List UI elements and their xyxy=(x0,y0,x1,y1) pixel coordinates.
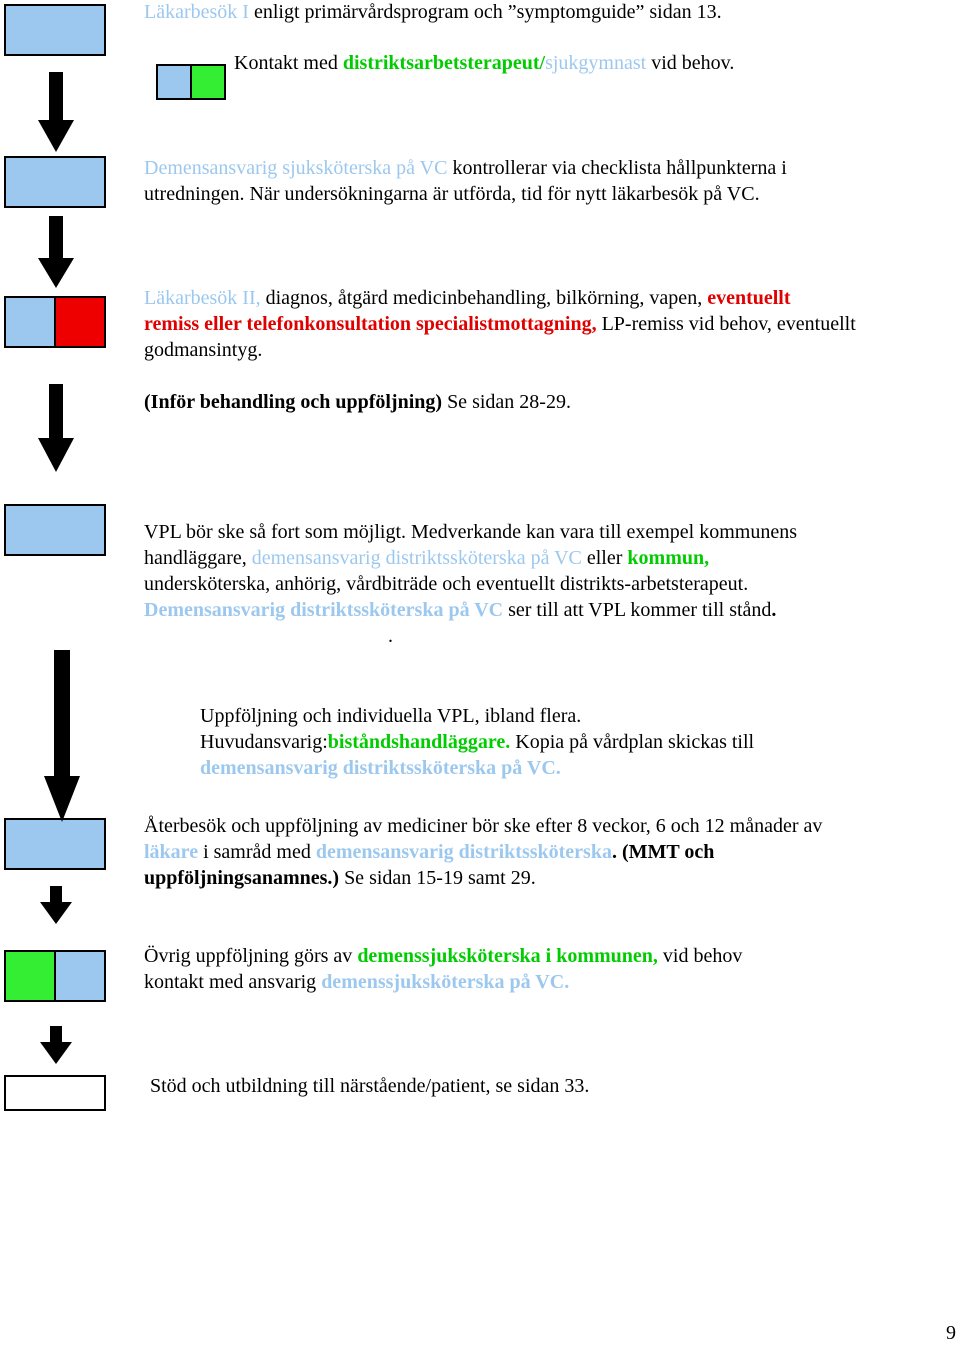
down-arrow-icon xyxy=(38,1026,74,1064)
step1-contact-text xyxy=(234,50,954,76)
highlight-red: eventuellt xyxy=(707,287,791,309)
text: Stöd och utbildning till närstående/patient, se sidan 33. xyxy=(150,1075,590,1097)
highlight-green: demenssjuksköterska i kommunen, xyxy=(357,945,658,967)
down-arrow-icon xyxy=(42,650,82,822)
green-segment xyxy=(6,952,54,1000)
step3-text xyxy=(144,285,960,415)
step4-text xyxy=(144,519,960,649)
step6-text xyxy=(144,813,960,891)
step7-text xyxy=(144,943,960,995)
highlight-red: remiss eller telefonkonsultation specialistmottagning, xyxy=(144,313,597,335)
blue-segment xyxy=(54,952,104,1000)
text: Kontakt med xyxy=(234,52,343,74)
text: godmansintyg. xyxy=(144,339,263,361)
step1-text xyxy=(144,0,954,25)
step1-box xyxy=(4,4,106,56)
highlight-blue: demenssjuksköterska på VC. xyxy=(321,971,570,993)
text: diagnos, åtgärd medicinbehandling, bilkörning, vapen, xyxy=(260,287,708,309)
text: vid behov. xyxy=(646,52,735,74)
text: Återbesök och uppföljning av mediciner bör ske efter 8 veckor, 6 och 12 månader av xyxy=(144,815,823,837)
bold-text: . (MMT och xyxy=(611,841,715,863)
text: ser till att VPL kommer till stånd xyxy=(503,599,772,621)
text: kontrollerar via checklista hållpunkterna i xyxy=(447,157,787,179)
bold-text: . xyxy=(771,599,777,621)
step6-box xyxy=(4,818,106,870)
text: handläggare, xyxy=(144,547,252,569)
highlight-blue: Läkarbesök II, xyxy=(144,287,261,309)
down-arrow-icon xyxy=(38,886,74,924)
highlight-blue: demensansvarig distriktssköterska xyxy=(315,841,612,863)
bold-text: (Inför behandling och uppföljning) xyxy=(144,391,443,413)
text: Se sidan 28-29. xyxy=(442,391,571,413)
highlight-blue: demensansvarig distriktssköterska på VC. xyxy=(200,757,561,779)
text: i samråd med xyxy=(198,841,316,863)
step3-box xyxy=(4,296,106,348)
green-segment xyxy=(190,66,224,98)
step1-title: Läkarbesök I xyxy=(144,1,249,23)
step7-box xyxy=(4,950,106,1002)
highlight-blue: demensansvarig distriktssköterska på VC xyxy=(251,547,582,569)
step4-box xyxy=(4,504,106,556)
text: vid behov xyxy=(657,945,743,967)
text: Se sidan 15-19 samt 29. xyxy=(339,867,536,889)
step8-box xyxy=(4,1075,106,1111)
blue-segment xyxy=(6,298,54,346)
text: Uppföljning och individuella VPL, ibland flera. xyxy=(200,705,582,727)
highlight-blue: Demensansvarig sjuksköterska på VC xyxy=(144,157,448,179)
highlight-green: kommun, xyxy=(627,547,710,569)
page-number: 9 xyxy=(946,1322,956,1344)
highlight-blue: läkare xyxy=(144,841,199,863)
step1-desc: enligt primärvårdsprogram och ”symptomguide” sidan 13. xyxy=(248,1,722,23)
down-arrow-icon xyxy=(36,384,76,472)
highlight-blue: Demensansvarig distriktssköterska på VC xyxy=(144,599,504,621)
text: VPL bör ske så fort som möjligt. Medverkande kan vara till exempel kommunens xyxy=(144,521,798,543)
down-arrow-icon xyxy=(36,216,76,288)
step2-text xyxy=(144,155,954,207)
text: Kopia på vårdplan skickas till xyxy=(510,731,755,753)
text: utredningen. När undersökningarna är utförda, tid för nytt läkarbesök på VC. xyxy=(144,183,760,205)
highlight-blue: sjukgymnast xyxy=(545,52,647,74)
blue-segment xyxy=(158,66,190,98)
text: . xyxy=(388,625,393,647)
text: undersköterska, anhörig, vårdbiträde och eventuellt distrikts-arbetsterapeut. xyxy=(144,573,749,595)
highlight-green: biståndshandläggare. xyxy=(327,731,511,753)
bold-text: uppföljningsanamnes.) xyxy=(144,867,340,889)
step8-text xyxy=(150,1073,960,1099)
text: kontakt med ansvarig xyxy=(144,971,322,993)
red-segment xyxy=(54,298,104,346)
step1-sub-box xyxy=(156,64,226,100)
text: Övrig uppföljning görs av xyxy=(144,945,358,967)
down-arrow-icon xyxy=(36,72,76,152)
text: Huvudansvarig: xyxy=(200,731,328,753)
step2-box xyxy=(4,156,106,208)
text: LP-remiss vid behov, eventuellt xyxy=(596,313,856,335)
text: eller xyxy=(581,547,628,569)
step5-text xyxy=(200,703,960,781)
highlight-green: distriktsarbetsterapeut/ xyxy=(342,52,546,74)
